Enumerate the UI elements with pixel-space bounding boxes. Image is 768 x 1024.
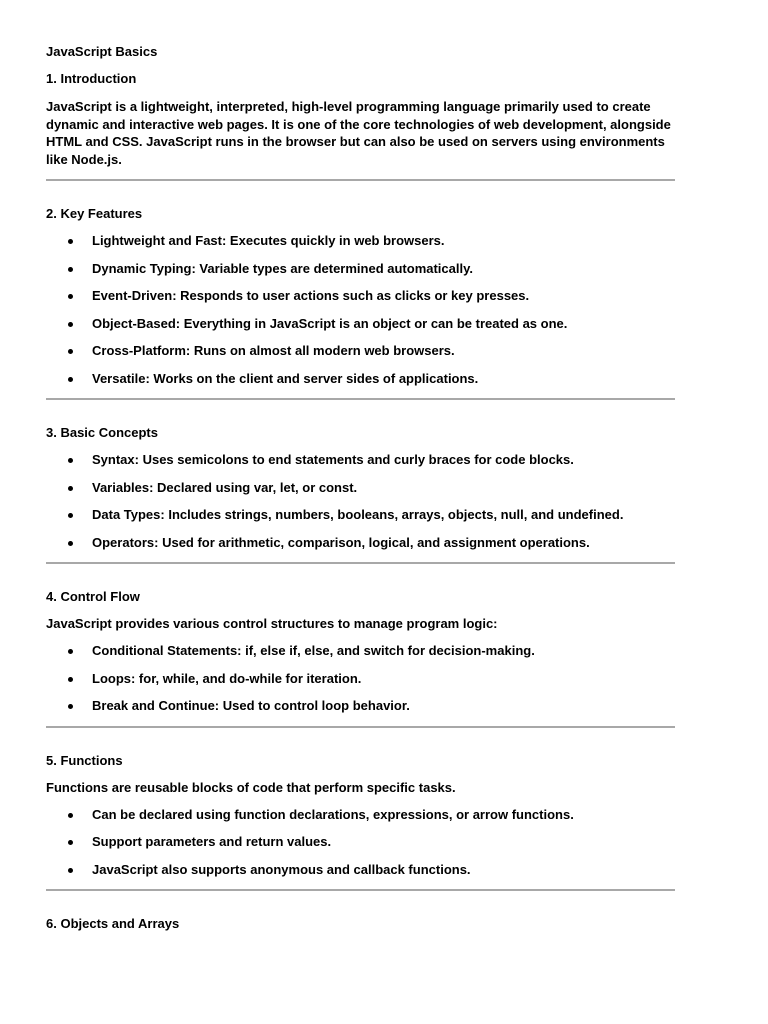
section-functions bbox=[46, 753, 675, 878]
section-heading: 4. Control Flow bbox=[46, 589, 140, 604]
bullet-icon bbox=[68, 541, 73, 546]
bullet-icon bbox=[68, 840, 73, 845]
list-item bbox=[46, 371, 675, 387]
list-item-text: Dynamic Typing: Variable types are determined automatically. bbox=[92, 260, 473, 276]
list-item bbox=[46, 671, 675, 687]
list-item bbox=[46, 316, 675, 332]
list-item-text: Variables: Declared using var, let, or const. bbox=[92, 479, 358, 495]
list-item-text: Data Types: Includes strings, numbers, booleans, arrays, objects, null, and undefined. bbox=[92, 507, 624, 522]
bullet-icon bbox=[68, 349, 73, 354]
list-item-text: Support parameters and return values. bbox=[92, 834, 332, 849]
list-item-text: Cross-Platform: Runs on almost all modern web browsers. bbox=[92, 343, 455, 358]
horizontal-divider bbox=[46, 398, 675, 400]
section-introduction bbox=[46, 71, 675, 168]
section-heading: 6. Objects and Arrays bbox=[46, 916, 180, 931]
horizontal-divider bbox=[46, 726, 675, 728]
bullet-icon bbox=[68, 377, 73, 382]
list-item-text: Can be declared using function declarations, expressions, or arrow functions. bbox=[92, 806, 574, 822]
bullet-icon bbox=[68, 649, 73, 654]
bullet-list bbox=[46, 807, 675, 878]
list-item bbox=[46, 698, 675, 714]
horizontal-divider bbox=[46, 562, 675, 564]
bullet-icon bbox=[68, 458, 73, 463]
bullet-icon bbox=[68, 513, 73, 518]
horizontal-divider bbox=[46, 179, 675, 181]
list-item bbox=[46, 480, 675, 496]
bullet-icon bbox=[68, 322, 73, 327]
bullet-icon bbox=[68, 267, 73, 272]
bullet-icon bbox=[68, 704, 73, 709]
horizontal-divider bbox=[46, 889, 675, 891]
list-item bbox=[46, 261, 675, 277]
list-item bbox=[46, 834, 675, 850]
section-paragraph: JavaScript is a lightweight, interpreted, high-level programming language primarily used to create dynamic and interactive web pages. It is one of the core technologies of web development, alongside HTML and CSS. JavaScript runs in the browser but can also be used on servers using environments like Node.js. bbox=[46, 99, 671, 167]
list-item-text: Loops: for, while, and do-while for iteration. bbox=[92, 670, 362, 686]
bullet-icon bbox=[68, 294, 73, 299]
list-item-text: JavaScript also supports anonymous and callback functions. bbox=[92, 861, 471, 877]
section-heading: 2. Key Features bbox=[46, 206, 143, 221]
bullet-icon bbox=[68, 486, 73, 491]
list-item-text: Event-Driven: Responds to user actions such as clicks or key presses. bbox=[92, 288, 530, 303]
bullet-icon bbox=[68, 677, 73, 682]
list-item bbox=[46, 452, 675, 468]
document-title: JavaScript Basics bbox=[46, 44, 158, 59]
section-heading: 5. Functions bbox=[46, 752, 123, 768]
list-item bbox=[46, 288, 675, 304]
bullet-icon bbox=[68, 868, 73, 873]
list-item-text: Versatile: Works on the client and server sides of applications. bbox=[92, 370, 479, 386]
bullet-list bbox=[46, 452, 675, 551]
list-item bbox=[46, 535, 675, 551]
section-heading: 3. Basic Concepts bbox=[46, 425, 158, 440]
list-item-text: Syntax: Uses semicolons to end statements and curly braces for code blocks. bbox=[92, 452, 574, 467]
list-item-text: Operators: Used for arithmetic, comparison, logical, and assignment operations. bbox=[92, 534, 590, 550]
list-item bbox=[46, 862, 675, 878]
section-lead-text: JavaScript provides various control structures to manage program logic: bbox=[46, 616, 498, 631]
list-item-text: Lightweight and Fast: Executes quickly in web browsers. bbox=[92, 233, 445, 248]
list-item-text: Break and Continue: Used to control loop behavior. bbox=[92, 698, 410, 713]
section-lead-text: Functions are reusable blocks of code that perform specific tasks. bbox=[46, 779, 456, 795]
list-item-text: Conditional Statements: if, else if, else, and switch for decision-making. bbox=[92, 643, 535, 658]
section-objects-and-arrays bbox=[46, 916, 675, 932]
section-basic-concepts bbox=[46, 425, 675, 551]
bullet-icon bbox=[68, 813, 73, 818]
bullet-list bbox=[46, 233, 675, 387]
bullet-icon bbox=[68, 239, 73, 244]
list-item bbox=[46, 343, 675, 359]
list-item bbox=[46, 233, 675, 249]
list-item-text: Object-Based: Everything in JavaScript is an object or can be treated as one. bbox=[92, 315, 568, 331]
list-item bbox=[46, 643, 675, 659]
section-control-flow bbox=[46, 589, 675, 714]
bullet-list bbox=[46, 643, 675, 714]
list-item bbox=[46, 807, 675, 823]
section-heading: 1. Introduction bbox=[46, 71, 137, 86]
section-key-features bbox=[46, 206, 675, 387]
list-item bbox=[46, 507, 675, 523]
